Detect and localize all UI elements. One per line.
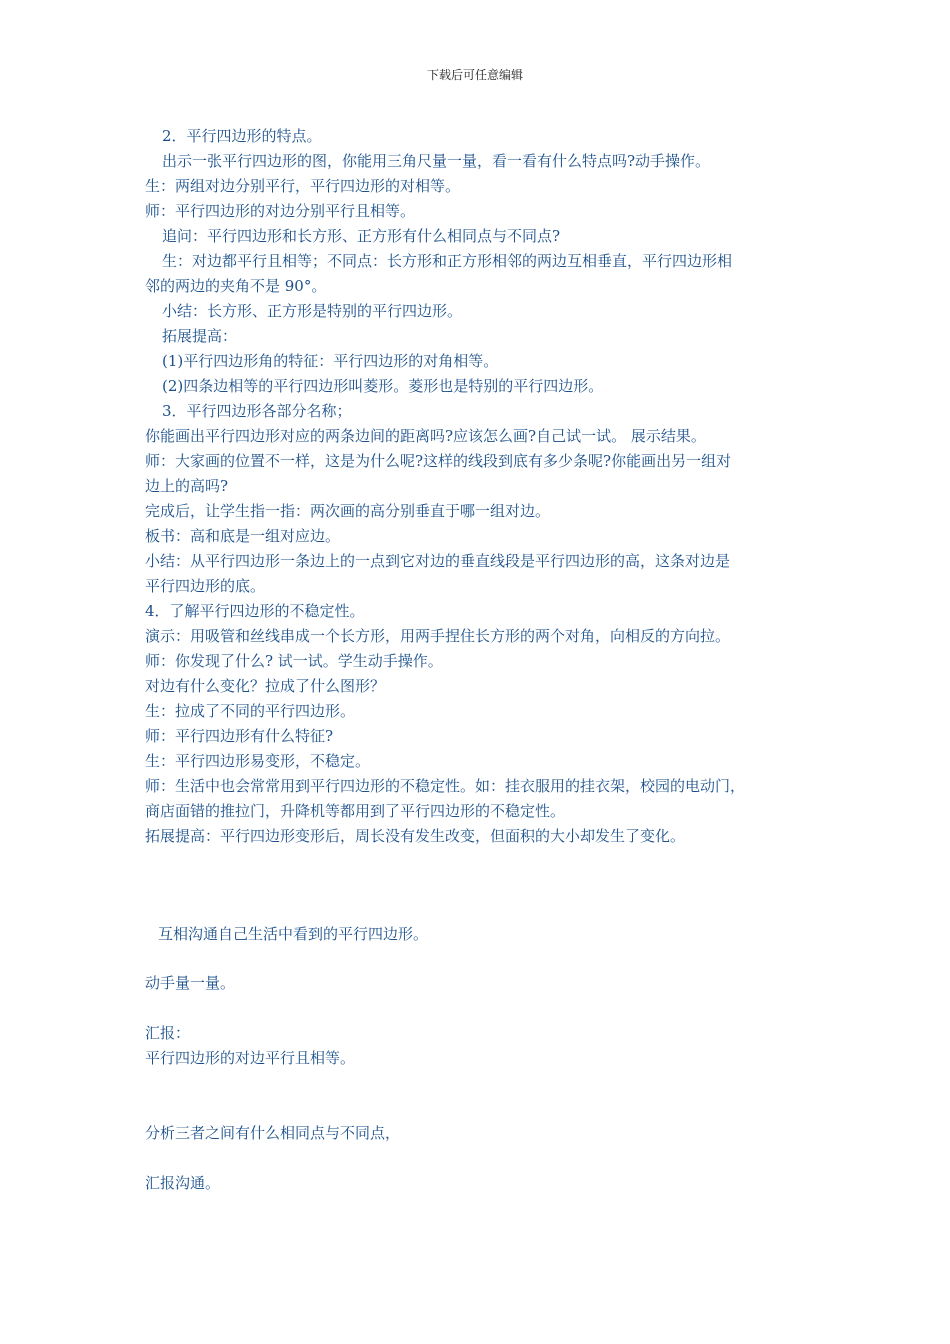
text-line: 板书：高和底是一组对应边。	[145, 527, 341, 545]
text-line: 师：生活中也会常常用到平行四边形的不稳定性。如：挂衣服用的挂衣架，校园的电动门，	[145, 777, 746, 795]
text-line: 小结：从平行四边形一条边上的一点到它对边的垂直线段是平行四边形的高，这条对边是	[145, 552, 731, 570]
text-line: 小结：长方形、正方形是特别的平行四边形。	[162, 302, 463, 320]
text-line: 拓展提高：	[162, 327, 238, 345]
text-line: 师：平行四边形的对边分别平行且相等。	[145, 202, 416, 220]
text-line: 演示：用吸管和丝线串成一个长方形，用两手捏住长方形的两个对角，向相反的方向拉。	[145, 627, 731, 645]
text-line: 师：你发现了什么? 试一试。学生动手操作。	[145, 652, 443, 670]
text-line: 生：拉成了不同的平行四边形。	[145, 702, 356, 720]
text-line: 生：对边都平行且相等；不同点：长方形和正方形相邻的两边互相垂直，平行四边形相	[162, 252, 733, 270]
text-line: 边上的高吗?	[145, 477, 229, 495]
text-line: 出示一张平行四边形的图，你能用三角尺量一量，看一看有什么特点吗?动手操作。	[162, 152, 711, 170]
text-line: 追问：平行四边形和长方形、正方形有什么相同点与不同点?	[162, 227, 561, 245]
text-line: (1)平行四边形角的特征：平行四边形的对角相等。	[162, 352, 499, 370]
lower-text-line: 动手量一量。	[145, 974, 236, 992]
text-line: 你能画出平行四边形对应的两条边间的距离吗?应该怎么画?自己试一试。 展示结果。	[145, 427, 706, 445]
lower-text-line: 互相沟通自己生活中看到的平行四边形。	[158, 925, 429, 943]
text-line: 完成后，让学生指一指：两次画的高分别垂直于哪一组对边。	[145, 502, 551, 520]
text-line: 邻的两边的夹角不是 90°。	[145, 277, 327, 295]
lower-text-line: 汇报：	[145, 1024, 191, 1042]
section-heading: 3．平行四边形各部分名称；	[162, 402, 352, 420]
text-line: 商店面错的推拉门，升降机等都用到了平行四边形的不稳定性。	[145, 802, 566, 820]
lower-text-line: 分析三者之间有什么相同点与不同点，	[145, 1124, 401, 1142]
lower-text-line: 平行四边形的对边平行且相等。	[145, 1049, 356, 1067]
page-header-note: 下载后可任意编辑	[426, 68, 523, 82]
text-line: 平行四边形的底。	[145, 577, 266, 595]
section-heading: 4．了解平行四边形的不稳定性。	[145, 602, 365, 620]
text-line: 拓展提高：平行四边形变形后，周长没有发生改变，但面积的大小却发生了变化。	[145, 827, 686, 845]
lower-text-line: 汇报沟通。	[145, 1174, 221, 1192]
text-line: 生：两组对边分别平行，平行四边形的对相等。	[145, 177, 461, 195]
text-line: (2)四条边相等的平行四边形叫菱形。菱形也是特别的平行四边形。	[162, 377, 604, 395]
text-line: 师：平行四边形有什么特征?	[145, 727, 334, 745]
text-line: 生：平行四边形易变形，不稳定。	[145, 752, 371, 770]
text-line: 对边有什么变化？拉成了什么图形？	[145, 677, 386, 695]
main-text-block	[145, 124, 825, 849]
text-line: 师：大家画的位置不一样，这是为什么呢?这样的线段到底有多少条呢?你能画出另一组对	[145, 452, 732, 470]
section-heading: 2．平行四边形的特点。	[162, 127, 322, 145]
